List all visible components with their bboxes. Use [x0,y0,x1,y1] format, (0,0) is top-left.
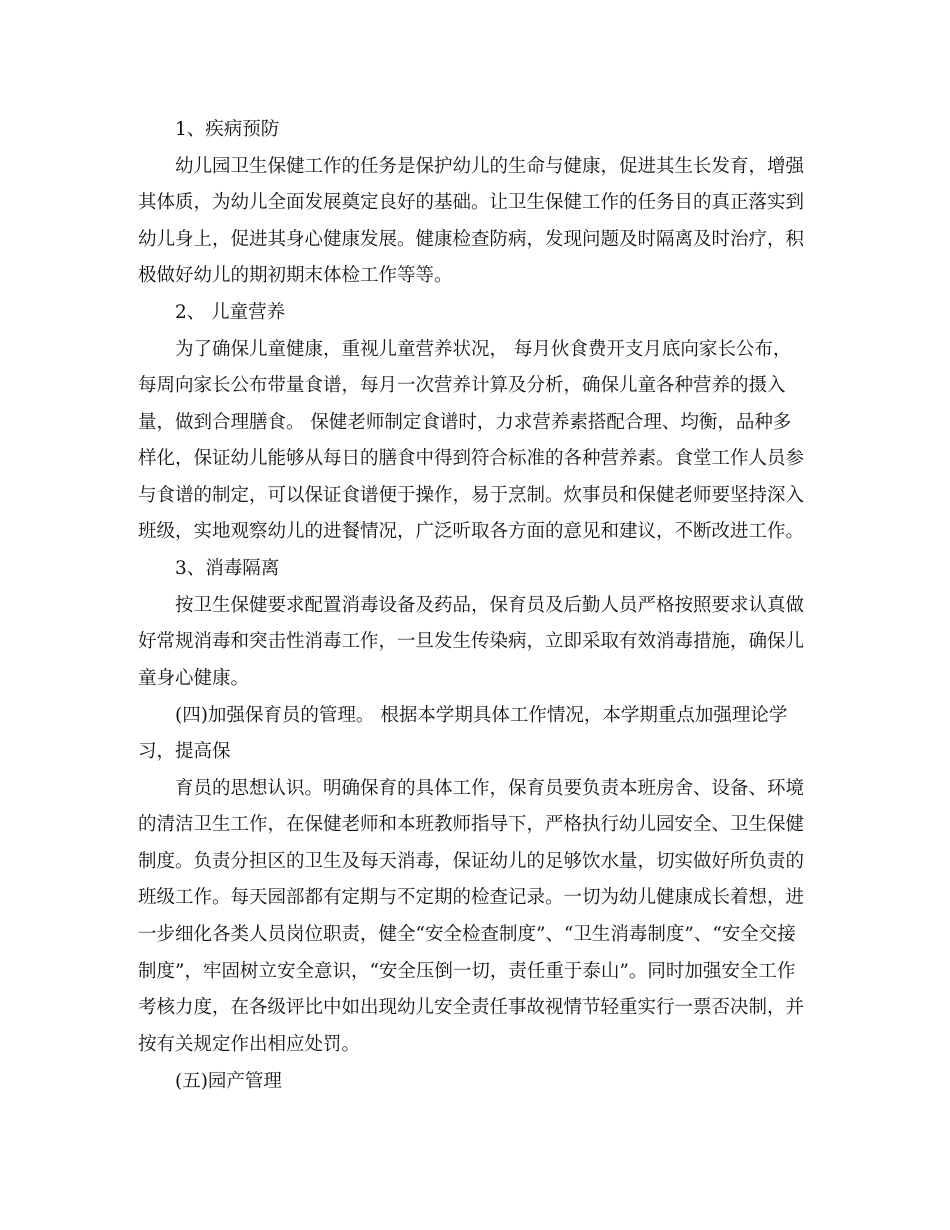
paragraph-line: 极做好幼儿的期初期末体检工作等等。 [138,265,453,286]
paragraph-line: 育员的思想认识。明确保育的具体工作，保育员要负责本班房舍、设备、环境 [175,778,805,799]
paragraph-line: 习，提高保 [138,741,231,762]
paragraph-line: 一步细化各类人员岗位职责，健全“安全检查制度”、“卫生消毒制度”、“安全交接 [138,924,796,945]
paragraph-line: 班级工作。每天园部都有定期与不定期的检查记录。一切为幼儿健康成长着想，进 [138,887,805,908]
heading-property-management: (五)园产管理 [175,1071,282,1092]
paragraph-line: 考核力度，在各级评比中如出现幼儿安全责任事故视情节轻重实行一票否决制，并 [138,997,805,1018]
paragraph-line: 样化，保证幼儿能够从每日的膳食中得到符合标准的各种营养素。食堂工作人员参 [138,448,805,469]
heading-child-nutrition: 2、 儿童营养 [175,302,286,323]
paragraph-line: 为了确保儿童健康，重视儿童营养状况， 每月伙食费开支月底向家长公布， [175,339,792,360]
paragraph-line: 幼儿身上，促进其身心健康发展。健康检查防病，发现问题及时隔离及时治疗，积 [138,229,805,250]
paragraph-line: 幼儿园卫生保健工作的任务是保护幼儿的生命与健康，促进其生长发育，增强 [175,156,805,177]
paragraph-line: 按卫生保健要求配置消毒设备及药品，保育员及后勤人员严格按照要求认真做 [175,595,805,616]
paragraph-line: 每周向家长公布带量食谱，每月一次营养计算及分析，确保儿童各种营养的摄入 [138,375,786,396]
heading-disinfection-isolation: 3、消毒隔离 [175,558,280,579]
heading-caregiver-management: (四)加强保育员的管理。 根据本学期具体工作情况，本学期重点加强理论学 [175,705,788,726]
paragraph-line: 量，做到合理膳食。 保健老师制定食谱时，力求营养素搭配合理、均衡，品种多 [138,412,792,433]
paragraph-line: 的清洁卫生工作，在保健老师和本班教师指导下，严格执行幼儿园安全、卫生保健 [138,814,805,835]
paragraph-line: 按有关规定作出相应处罚。 [138,1034,361,1055]
paragraph-line: 好常规消毒和突击性消毒工作，一旦发生传染病，立即采取有效消毒措施，确保儿 [138,631,805,652]
paragraph-line: 班级，实地观察幼儿的进餐情况，广泛听取各方面的意见和建议，不断改进工作。 [138,521,805,542]
paragraph-line: 童身心健康。 [138,668,250,689]
paragraph-line: 其体质，为幼儿全面发展奠定良好的基础。让卫生保健工作的任务目的真正落实到 [138,192,805,213]
paragraph-line: 制度。负责分担区的卫生及每天消毒，保证幼儿的足够饮水量，切实做好所负责的 [138,851,805,872]
heading-disease-prevention: 1、疾病预防 [175,119,280,140]
paragraph-line: 制度”，牢固树立安全意识，“安全压倒一切，责任重于泰山”。同时加强安全工作 [138,961,796,982]
paragraph-line: 与食谱的制定，可以保证食谱便于操作，易于烹制。炊事员和保健老师要坚持深入 [138,485,805,506]
